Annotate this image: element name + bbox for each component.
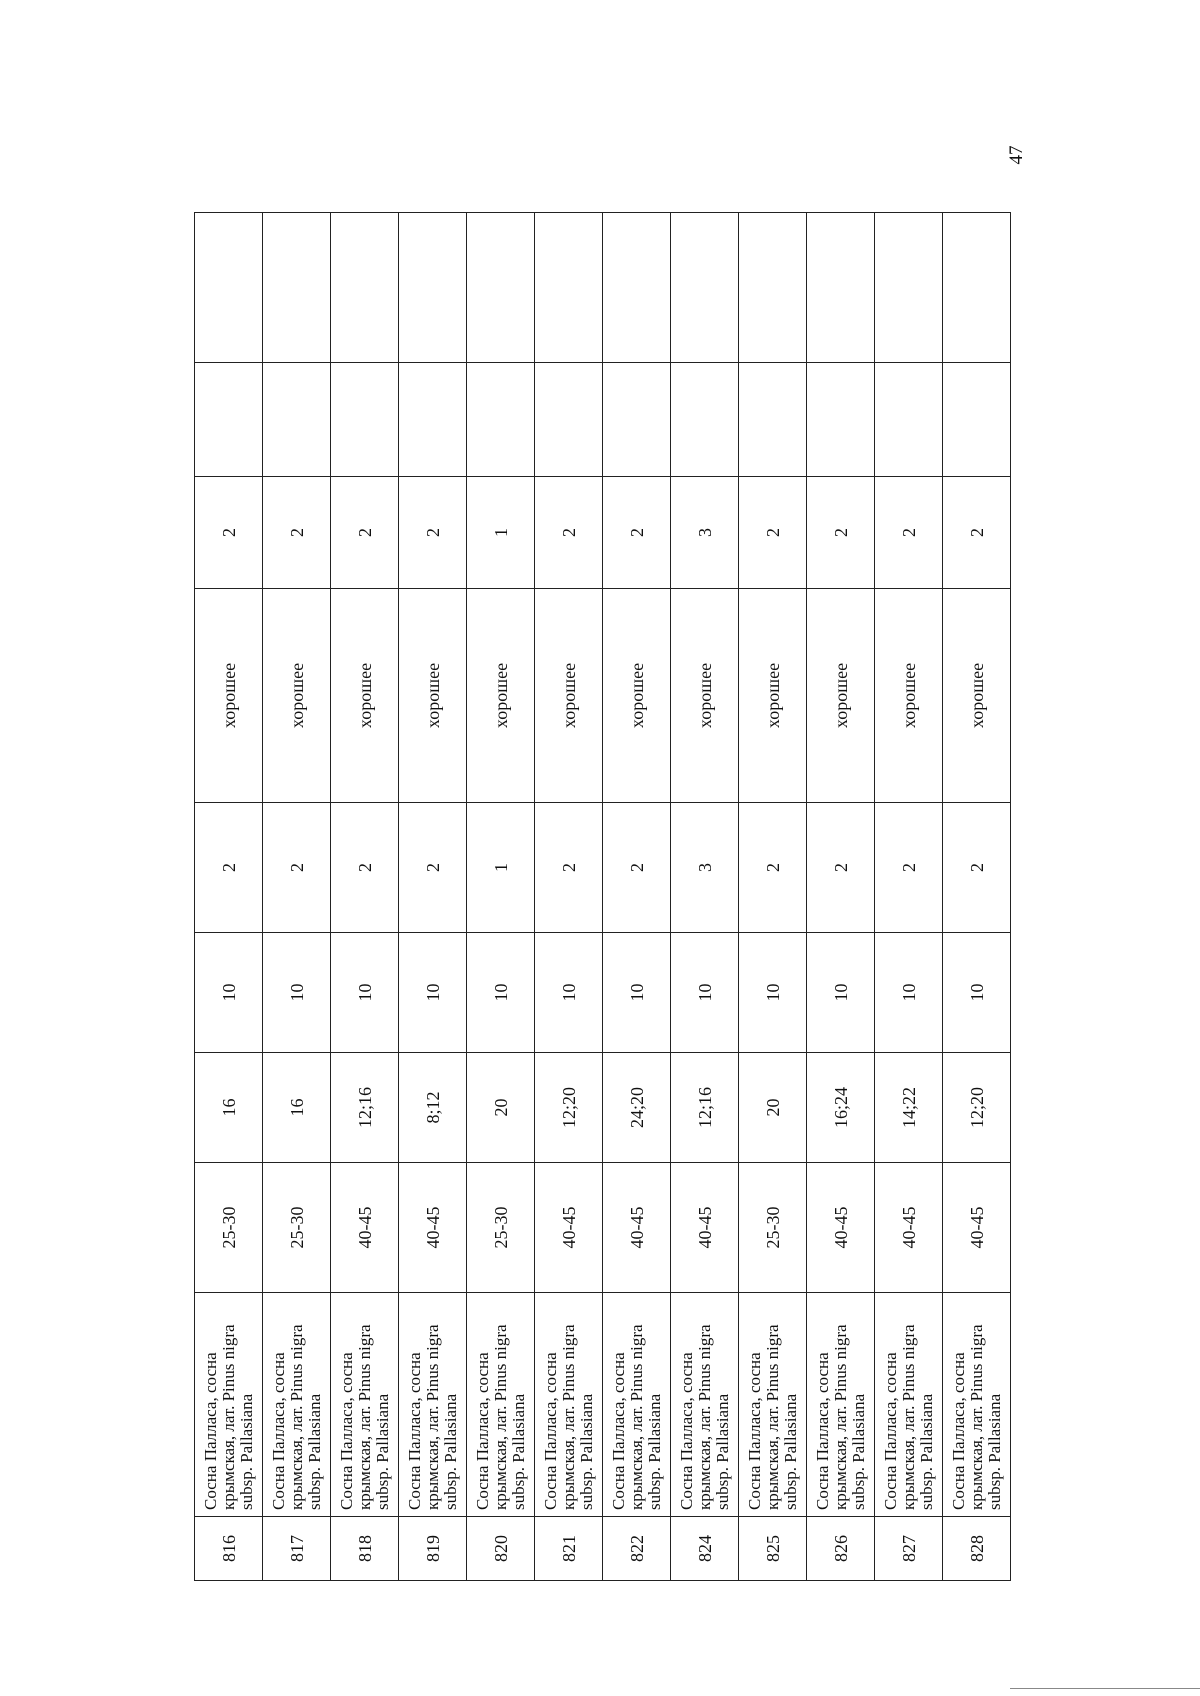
- quantity-cell: 3: [671, 477, 739, 589]
- empty-cell: [875, 213, 943, 363]
- quantity-cell: 2: [943, 477, 1011, 589]
- tree-number-cell: 825: [739, 1517, 807, 1581]
- trunk-diameter-cell: 20: [739, 1053, 807, 1163]
- trunk-count-cell: 2: [875, 803, 943, 933]
- trunk-count-cell: 2: [943, 803, 1011, 933]
- empty-cell: [535, 363, 603, 477]
- empty-cell: [739, 213, 807, 363]
- tree-number-cell: 828: [943, 1517, 1011, 1581]
- trunk-count-cell: 2: [739, 803, 807, 933]
- height-cell: 10: [943, 933, 1011, 1053]
- height-cell: 10: [603, 933, 671, 1053]
- trunk-count-cell: 1: [467, 803, 535, 933]
- trunk-count-cell: 2: [399, 803, 467, 933]
- empty-cell: [875, 363, 943, 477]
- trunk-diameter-cell: 24;20: [603, 1053, 671, 1163]
- species-cell: Сосна Палласа, сосна крымская, лат. Pinus nigra subsp. Pallasiana: [807, 1293, 875, 1517]
- age-cell: 25-30: [467, 1163, 535, 1293]
- table-row: [331, 213, 399, 1581]
- empty-cell: [807, 213, 875, 363]
- table-row: [807, 213, 875, 1581]
- quantity-cell: 2: [603, 477, 671, 589]
- condition-cell: хорошее: [875, 589, 943, 803]
- trunk-diameter-cell: 12;16: [331, 1053, 399, 1163]
- condition-cell: хорошее: [399, 589, 467, 803]
- species-cell: Сосна Палласа, сосна крымская, лат. Pinus nigra subsp. Pallasiana: [331, 1293, 399, 1517]
- age-cell: 40-45: [671, 1163, 739, 1293]
- species-cell: Сосна Палласа, сосна крымская, лат. Pinus nigra subsp. Pallasiana: [467, 1293, 535, 1517]
- trunk-diameter-cell: 16;24: [807, 1053, 875, 1163]
- age-cell: 40-45: [535, 1163, 603, 1293]
- age-cell: 40-45: [399, 1163, 467, 1293]
- tree-number-cell: 824: [671, 1517, 739, 1581]
- empty-cell: [331, 363, 399, 477]
- height-cell: 10: [739, 933, 807, 1053]
- height-cell: 10: [875, 933, 943, 1053]
- species-cell: Сосна Палласа, сосна крымская, лат. Pinus nigra subsp. Pallasiana: [671, 1293, 739, 1517]
- height-cell: 10: [263, 933, 331, 1053]
- empty-cell: [603, 363, 671, 477]
- height-cell: 10: [399, 933, 467, 1053]
- empty-cell: [467, 213, 535, 363]
- condition-cell: хорошее: [739, 589, 807, 803]
- scan-edge-line: [1010, 1688, 1200, 1689]
- quantity-cell: 2: [807, 477, 875, 589]
- age-cell: 40-45: [603, 1163, 671, 1293]
- empty-cell: [535, 213, 603, 363]
- empty-cell: [467, 363, 535, 477]
- trunk-diameter-cell: 14;22: [875, 1053, 943, 1163]
- height-cell: 10: [467, 933, 535, 1053]
- table-row: [263, 213, 331, 1581]
- quantity-cell: 2: [399, 477, 467, 589]
- empty-cell: [399, 213, 467, 363]
- condition-cell: хорошее: [467, 589, 535, 803]
- condition-cell: хорошее: [671, 589, 739, 803]
- empty-cell: [263, 363, 331, 477]
- height-cell: 10: [195, 933, 263, 1053]
- tree-number-cell: 817: [263, 1517, 331, 1581]
- species-cell: Сосна Палласа, сосна крымская, лат. Pinus nigra subsp. Pallasiana: [399, 1293, 467, 1517]
- age-cell: 25-30: [263, 1163, 331, 1293]
- quantity-cell: 1: [467, 477, 535, 589]
- empty-cell: [603, 213, 671, 363]
- trunk-diameter-cell: 16: [195, 1053, 263, 1163]
- condition-cell: хорошее: [603, 589, 671, 803]
- tree-number-cell: 822: [603, 1517, 671, 1581]
- empty-cell: [807, 363, 875, 477]
- table-row: [399, 213, 467, 1581]
- quantity-cell: 2: [739, 477, 807, 589]
- trunk-count-cell: 2: [195, 803, 263, 933]
- condition-cell: хорошее: [263, 589, 331, 803]
- tree-inventory-table-wrapper: [194, 213, 1004, 1581]
- condition-cell: хорошее: [535, 589, 603, 803]
- quantity-cell: 2: [875, 477, 943, 589]
- quantity-cell: 2: [331, 477, 399, 589]
- condition-cell: хорошее: [195, 589, 263, 803]
- page-number: 47: [1006, 145, 1027, 165]
- table-row: [875, 213, 943, 1581]
- species-cell: Сосна Палласа, сосна крымская, лат. Pinus nigra subsp. Pallasiana: [603, 1293, 671, 1517]
- quantity-cell: 2: [535, 477, 603, 589]
- condition-cell: хорошее: [807, 589, 875, 803]
- species-cell: Сосна Палласа, сосна крымская, лат. Pinus nigra subsp. Pallasiana: [535, 1293, 603, 1517]
- species-cell: Сосна Палласа, сосна крымская, лат. Pinus nigra subsp. Pallasiana: [739, 1293, 807, 1517]
- table-row: [739, 213, 807, 1581]
- tree-number-cell: 820: [467, 1517, 535, 1581]
- empty-cell: [331, 213, 399, 363]
- empty-cell: [739, 363, 807, 477]
- table-row: [603, 213, 671, 1581]
- trunk-diameter-cell: 20: [467, 1053, 535, 1163]
- empty-cell: [671, 213, 739, 363]
- species-cell: Сосна Палласа, сосна крымская, лат. Pinus nigra subsp. Pallasiana: [875, 1293, 943, 1517]
- trunk-diameter-cell: 8;12: [399, 1053, 467, 1163]
- tree-number-cell: 819: [399, 1517, 467, 1581]
- height-cell: 10: [331, 933, 399, 1053]
- table-row: [535, 213, 603, 1581]
- height-cell: 10: [535, 933, 603, 1053]
- trunk-count-cell: 2: [263, 803, 331, 933]
- tree-number-cell: 827: [875, 1517, 943, 1581]
- trunk-count-cell: 2: [535, 803, 603, 933]
- age-cell: 40-45: [807, 1163, 875, 1293]
- tree-number-cell: 818: [331, 1517, 399, 1581]
- empty-cell: [399, 363, 467, 477]
- quantity-cell: 2: [263, 477, 331, 589]
- table-row: [195, 213, 263, 1581]
- trunk-diameter-cell: 12;20: [535, 1053, 603, 1163]
- species-cell: Сосна Палласа, сосна крымская, лат. Pinus nigra subsp. Pallasiana: [943, 1293, 1011, 1517]
- trunk-count-cell: 2: [331, 803, 399, 933]
- height-cell: 10: [807, 933, 875, 1053]
- table-row: [467, 213, 535, 1581]
- empty-cell: [195, 363, 263, 477]
- tree-number-cell: 826: [807, 1517, 875, 1581]
- species-cell: Сосна Палласа, сосна крымская, лат. Pinus nigra subsp. Pallasiana: [263, 1293, 331, 1517]
- empty-cell: [195, 213, 263, 363]
- age-cell: 25-30: [195, 1163, 263, 1293]
- age-cell: 40-45: [331, 1163, 399, 1293]
- age-cell: 25-30: [739, 1163, 807, 1293]
- tree-number-cell: 816: [195, 1517, 263, 1581]
- trunk-diameter-cell: 12;20: [943, 1053, 1011, 1163]
- age-cell: 40-45: [875, 1163, 943, 1293]
- quantity-cell: 2: [195, 477, 263, 589]
- height-cell: 10: [671, 933, 739, 1053]
- tree-number-cell: 821: [535, 1517, 603, 1581]
- trunk-diameter-cell: 12;16: [671, 1053, 739, 1163]
- trunk-diameter-cell: 16: [263, 1053, 331, 1163]
- empty-cell: [943, 363, 1011, 477]
- empty-cell: [263, 213, 331, 363]
- condition-cell: хорошее: [331, 589, 399, 803]
- empty-cell: [943, 213, 1011, 363]
- empty-cell: [671, 363, 739, 477]
- table-row: [671, 213, 739, 1581]
- trunk-count-cell: 2: [807, 803, 875, 933]
- species-cell: Сосна Палласа, сосна крымская, лат. Pinus nigra subsp. Pallasiana: [195, 1293, 263, 1517]
- table-row: [943, 213, 1011, 1581]
- age-cell: 40-45: [943, 1163, 1011, 1293]
- table-body: [195, 213, 1011, 1581]
- tree-inventory-table: [194, 212, 1011, 1581]
- condition-cell: хорошее: [943, 589, 1011, 803]
- trunk-count-cell: 3: [671, 803, 739, 933]
- trunk-count-cell: 2: [603, 803, 671, 933]
